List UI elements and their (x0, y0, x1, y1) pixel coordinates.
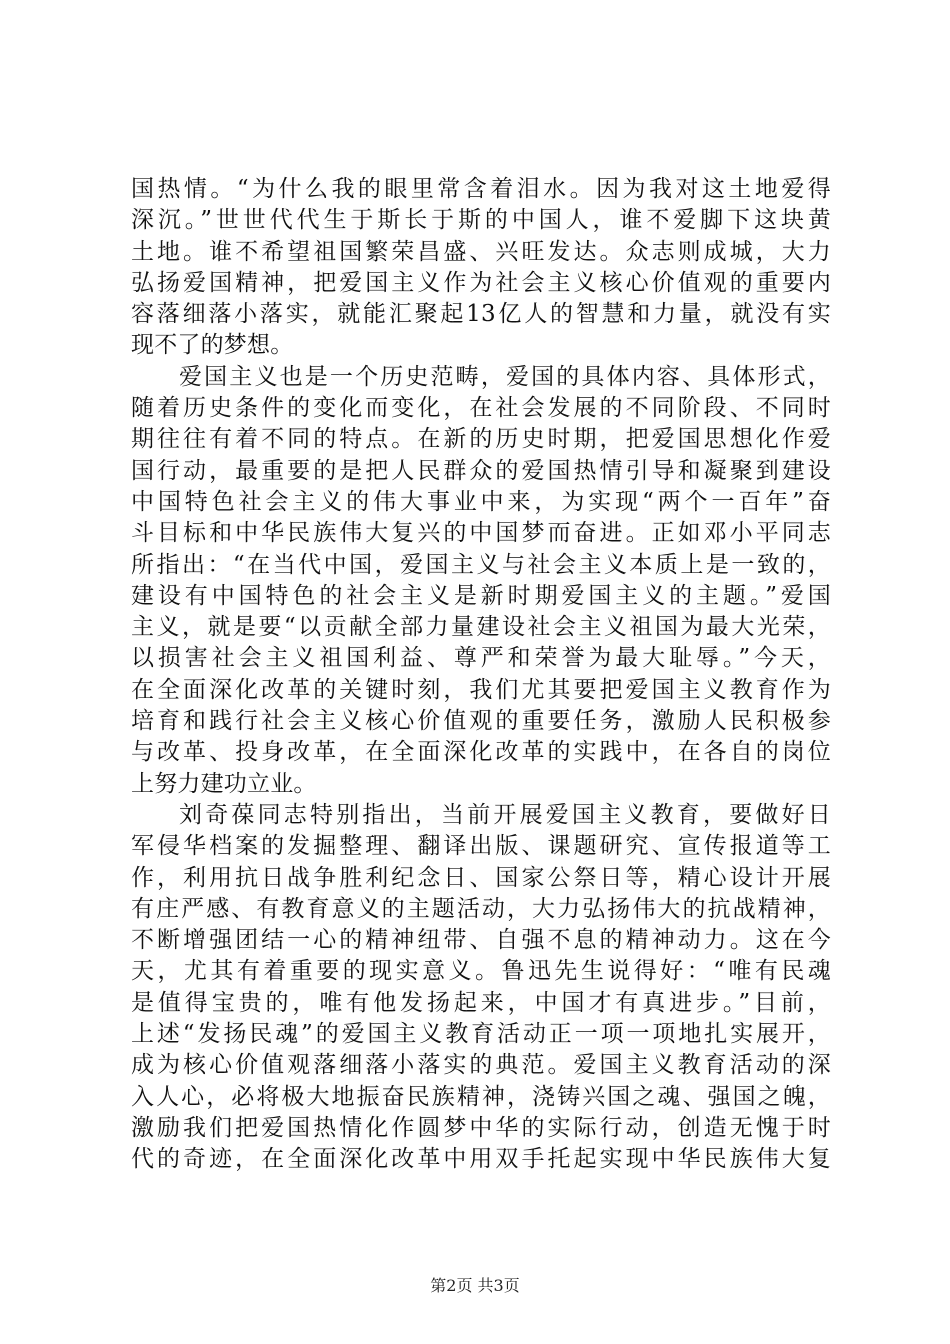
text-line-18: 培育和践行社会主义核心价值观的重要任务，激励人民积极参 (131, 708, 831, 735)
text-line-12: 斗目标和中华民族伟大复兴的中国梦而奋进。正如邓小平同志 (131, 520, 831, 547)
text-line-9: 期往往有着不同的特点。在新的历史时期，把爱国思想化作爱 (131, 426, 831, 453)
text-line-10: 国行动，最重要的是把人民群众的爱国热情引导和凝聚到建设 (131, 457, 831, 484)
text-line-4: 弘扬爱国精神，把爱国主义作为社会主义核心价值观的重要内 (131, 269, 831, 296)
page-footer (0, 1276, 950, 1296)
text-line-2: 深沉。”世世代代生于斯长于斯的中国人，谁不爱脚下这块黄 (131, 207, 831, 234)
text-line-21: 刘奇葆同志特别指出，当前开展爱国主义教育，要做好日 (179, 801, 831, 828)
text-line-30: 入人心，必将极大地振奋民族精神，浇铸兴国之魂、强国之魄， (131, 1083, 831, 1110)
text-line-22: 军侵华档案的发掘整理、翻译出版、课题研究、宣传报道等工 (131, 833, 831, 860)
text-line-28: 上述“发扬民魂”的爱国主义教育活动正一项一项地扎实展开， (131, 1021, 831, 1048)
text-line-27: 是值得宝贵的，唯有他发扬起来，中国才有真进步。”目前， (131, 989, 831, 1016)
text-line-11: 中国特色社会主义的伟大事业中来，为实现“两个一百年”奋 (131, 488, 831, 515)
text-line-1: 国热情。“为什么我的眼里常含着泪水。因为我对这土地爱得 (131, 176, 831, 202)
page-number: 第2页 共3页 (430, 1276, 520, 1295)
text-line-29: 成为核心价值观落细落小落实的典范。爱国主义教育活动的深 (131, 1052, 831, 1079)
text-line-26: 天，尤其有着重要的现实意义。鲁迅先生说得好：“唯有民魂 (131, 958, 831, 985)
text-line-16: 以损害社会主义祖国利益、尊严和荣誉为最大耻辱。”今天， (131, 645, 831, 672)
text-line-5: 容落细落小落实，就能汇聚起13亿人的智慧和力量，就没有实 (131, 301, 831, 328)
text-line-3: 土地。谁不希望祖国繁荣昌盛、兴旺发达。众志则成城，大力 (131, 238, 831, 265)
text-line-15: 主义，就是要“以贡献全部力量建设社会主义祖国为最大光荣， (131, 614, 831, 641)
text-line-20: 上努力建功立业。 (131, 770, 317, 797)
text-line-32: 代的奇迹，在全面深化改革中用双手托起实现中华民族伟大复 (131, 1146, 831, 1173)
text-line-8: 随着历史条件的变化而变化，在社会发展的不同阶段、不同时 (131, 395, 831, 422)
document-body (131, 174, 831, 1176)
text-line-23: 作，利用抗日战争胜利纪念日、国家公祭日等，精心设计开展 (131, 864, 831, 891)
text-line-6: 现不了的梦想。 (131, 332, 294, 359)
text-line-13: 所指出：“在当代中国，爱国主义与社会主义本质上是一致的， (131, 551, 831, 578)
text-line-31: 激励我们把爱国热情化作圆梦中华的实际行动，创造无愧于时 (131, 1114, 831, 1141)
text-line-17: 在全面深化改革的关键时刻，我们尤其要把爱国主义教育作为 (131, 676, 831, 703)
text-line-7: 爱国主义也是一个历史范畴，爱国的具体内容、具体形式， (179, 363, 831, 390)
text-line-25: 不断增强团结一心的精神纽带、自强不息的精神动力。这在今 (131, 927, 831, 954)
text-line-19: 与改革、投身改革，在全面深化改革的实践中，在各自的岗位 (131, 739, 831, 766)
text-line-14: 建设有中国特色的社会主义是新时期爱国主义的主题。”爱国 (131, 582, 831, 609)
text-line-24: 有庄严感、有教育意义的主题活动，大力弘扬伟大的抗战精神， (131, 895, 831, 922)
